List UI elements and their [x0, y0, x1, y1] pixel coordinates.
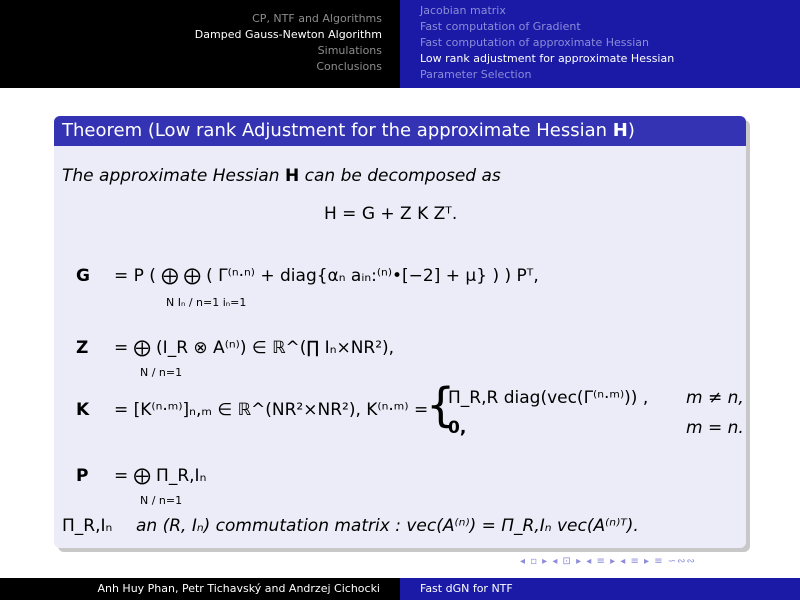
- footer-authors: Anh Huy Phan, Petr Tichavský and Andrzej Cichocki: [97, 582, 380, 595]
- eq-K-case2: 0,: [448, 418, 467, 438]
- subsection-link-low-rank-adjustment[interactable]: Low rank adjustment for approximate Hessian: [420, 52, 675, 65]
- eq-P-limits: N / n=1: [140, 494, 183, 507]
- eq-G-limits: N Iₙ / n=1 iₙ=1: [166, 296, 247, 309]
- footer-title: Fast dGN for NTF: [420, 582, 513, 595]
- footer-title-panel: [400, 578, 800, 600]
- footer-authors-panel: [0, 578, 400, 600]
- eq-Z-rhs: = ⨁ (I_R ⊗ A⁽ⁿ⁾) ∈ ℝ^(∏ Iₙ×NR²),: [114, 338, 395, 358]
- subsection-link-parameter-selection[interactable]: Parameter Selection: [420, 68, 532, 81]
- eq-K-lhs: K: [76, 400, 90, 420]
- section-link-conclusions[interactable]: Conclusions: [316, 60, 382, 73]
- section-link-damped-gauss-newton[interactable]: Damped Gauss-Newton Algorithm: [194, 28, 382, 41]
- section-link-simulations[interactable]: Simulations: [317, 44, 382, 57]
- theorem-title-bar: [54, 116, 746, 146]
- subsection-link-jacobian[interactable]: Jacobian matrix: [420, 4, 506, 17]
- header-subsections-panel: [400, 0, 800, 88]
- beamer-navigation-icons[interactable]: ◂ ▫ ▸ ◂ ⊡ ▸ ◂ ≡ ▸ ◂ ≡ ▸ ≡ ∽∾∾: [520, 556, 696, 567]
- eq-K-case1: Π_R,R diag(vec(Γ⁽ⁿ·ᵐ⁾)) ,: [448, 388, 649, 408]
- subsection-link-approx-hessian[interactable]: Fast computation of approximate Hessian: [420, 36, 650, 49]
- eq-Z-lhs: Z: [76, 338, 89, 358]
- eq-Z-limits: N / n=1: [140, 366, 183, 379]
- eq-G-rhs: = P ( ⨁ ⨁ ( Γ⁽ⁿ·ⁿ⁾ + diag{αₙ aᵢₙ:⁽ⁿ⁾•[−2] + μ} ) ) Pᵀ,: [114, 266, 539, 286]
- eq-P-lhs: P: [76, 466, 89, 486]
- eq-K-case2-cond: m = n.: [686, 418, 744, 438]
- theorem-statement: The approximate Hessian H can be decomposed as: [62, 166, 501, 186]
- subsection-link-gradient[interactable]: Fast computation of Gradient: [420, 20, 581, 33]
- theorem-title: Theorem (Low rank Adjustment for the approximate Hessian H): [62, 120, 635, 141]
- cases-brace: {: [426, 378, 456, 432]
- header-sections-panel: [0, 0, 400, 88]
- theorem-block: [54, 116, 746, 548]
- eq-Pi-rhs: an (R, Iₙ) commutation matrix : vec(A⁽ⁿ⁾) = Π_R,Iₙ vec(A⁽ⁿ⁾ᵀ).: [136, 516, 639, 536]
- eq-Pi-lhs: Π_R,Iₙ: [62, 516, 113, 536]
- main-equation: H = G + Z K Zᵀ.: [324, 204, 458, 224]
- eq-G-lhs: G: [76, 266, 90, 286]
- eq-K-rhs: = [K⁽ⁿ·ᵐ⁾]ₙ,ₘ ∈ ℝ^(NR²×NR²), K⁽ⁿ·ᵐ⁾ =: [114, 400, 429, 420]
- eq-P-rhs: = ⨁ Π_R,Iₙ: [114, 466, 207, 486]
- section-link-cp-ntf[interactable]: CP, NTF and Algorithms: [252, 12, 382, 25]
- eq-K-case1-cond: m ≠ n,: [686, 388, 744, 408]
